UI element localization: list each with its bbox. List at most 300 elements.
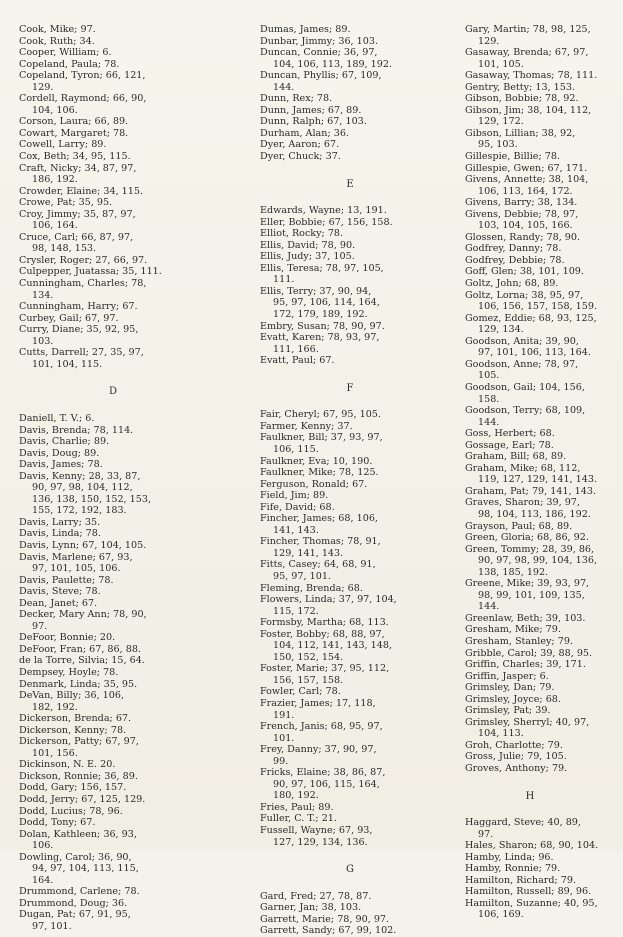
index-entry-line: Cruce, Carl; 66, 87, 97,: [19, 231, 134, 243]
index-entry: [19, 24, 227, 36]
index-entry: [19, 609, 227, 632]
index-entry-line: Haggard, Steve; 40, 89,: [465, 817, 581, 829]
index-entry-line: Grimsley, Joyce; 68.: [465, 693, 561, 705]
index-entry-line: Hamilton, Russell; 89, 96.: [465, 886, 592, 898]
index-entry-line: Davis, Linda; 78.: [19, 528, 101, 540]
index-entry-line: Gillespie, Billie; 78.: [465, 151, 560, 163]
index-entry-continuation: 115, 172.: [273, 605, 319, 617]
index-entry-continuation: 104, 106, 113, 189, 192.: [273, 58, 393, 70]
index-entry: [465, 278, 615, 290]
index-entry-line: Gribble, Carol; 39, 88, 95.: [465, 647, 593, 659]
index-entry-line: Gasaway, Thomas; 78, 111.: [465, 70, 598, 82]
index-entry-line: Grimsley, Dan; 79.: [465, 682, 555, 694]
index-entry: [19, 771, 227, 783]
index-entry: [465, 451, 615, 463]
index-entry-line: Dean, Janet; 67.: [19, 597, 98, 609]
index-entry: [465, 578, 615, 613]
index-entry: [19, 59, 227, 71]
index-entry-line: Davis, Steve; 78.: [19, 586, 101, 598]
index-entry-line: Durham, Alan; 36.: [260, 127, 349, 139]
index-entry: [465, 840, 615, 852]
index-entry-line: Ellis, Judy; 37, 105.: [260, 251, 355, 263]
index-entry-line: Dunn, Rex; 78.: [260, 93, 333, 105]
index-entry-line: Cunningham, Harry; 67.: [19, 301, 138, 313]
index-entry: [19, 139, 227, 151]
index-entry: [465, 497, 615, 520]
index-entry: [19, 679, 227, 691]
index-entry-continuation: 111.: [273, 274, 295, 286]
index-entry: [19, 713, 227, 725]
index-entry-line: Goodson, Anne; 78, 97,: [465, 358, 579, 370]
index-entry: [465, 671, 615, 683]
index-entry: [465, 863, 615, 875]
index-entry-continuation: 104, 112, 141, 143, 148,: [273, 640, 393, 652]
index-entry-continuation: 129.: [32, 81, 54, 93]
index-entry-line: Ellis, Teresa; 78, 97, 105,: [260, 262, 384, 274]
index-entry-line: Dolan, Kathleen; 36, 93,: [19, 828, 137, 840]
index-entry: [465, 405, 615, 428]
index-entry-line: Copeland, Tyron; 66, 121,: [19, 70, 146, 82]
index-entry: [465, 463, 615, 486]
index-entry: [19, 448, 227, 460]
index-entry-line: Garrett, Marie; 78, 90, 97.: [260, 913, 390, 925]
index-entry-continuation: 164.: [32, 874, 54, 886]
index-entry-continuation: 129.: [478, 35, 500, 47]
index-entry-line: Foster, Bobby; 68, 88, 97,: [260, 628, 385, 640]
index-entry: [260, 205, 460, 217]
index-entry: [260, 105, 460, 117]
index-entry-continuation: 180, 192.: [273, 790, 319, 802]
index-entry-line: Davis, Marlene; 67, 93,: [19, 551, 133, 563]
index-entry: [19, 575, 227, 587]
index-entry-line: Embry, Susan; 78, 90, 97.: [260, 320, 385, 332]
index-entry-continuation: 106, 156, 157, 158, 159.: [478, 301, 598, 313]
index-entry-line: Fincher, Thomas; 78, 91,: [260, 536, 381, 548]
index-entry: [465, 886, 615, 898]
index-entry-line: Cook, Mike; 97.: [19, 24, 96, 35]
index-entry-line: DeFoor, Fran; 67, 86, 88.: [19, 643, 141, 655]
index-entry-continuation: 90, 97, 98, 104, 112,: [32, 482, 133, 494]
index-entry: [465, 751, 615, 763]
index-entry: [465, 659, 615, 671]
index-entry-continuation: 138, 185, 192.: [478, 566, 549, 578]
index-entry: [465, 521, 615, 533]
index-entry-line: Elliot, Rocky; 78.: [260, 228, 344, 240]
index-entry-line: Hamilton, Suzanne; 40, 95,: [465, 897, 598, 909]
index-entry-line: Hamby, Ronnie; 79.: [465, 863, 561, 875]
index-entry: [260, 240, 460, 252]
index-entry-line: Gross, Julie; 79, 105.: [465, 751, 567, 763]
index-entry-line: Farmer, Kenny; 37.: [260, 420, 353, 432]
index-entry-line: Graham, Mike; 68, 112,: [465, 462, 581, 474]
index-entry: [260, 36, 460, 48]
index-entry-continuation: 101, 104, 115.: [32, 358, 103, 370]
index-entry-continuation: 101, 156.: [32, 747, 78, 759]
index-entry-line: Dugan, Pat; 67, 91, 95,: [19, 909, 131, 921]
index-entry: [19, 313, 227, 325]
index-entry-line: Curbey, Gail; 67, 97.: [19, 312, 119, 324]
index-entry-continuation: 106, 164.: [32, 220, 78, 232]
index-entry: [465, 694, 615, 706]
index-entry: [260, 93, 460, 105]
index-entry: [260, 332, 460, 355]
index-entry-continuation: 136, 138, 150, 152, 153,: [32, 493, 152, 505]
index-entry-continuation: 106, 169.: [478, 909, 524, 921]
index-entry-line: Gary, Martin; 78, 98, 125,: [465, 24, 591, 35]
index-entry-line: Dickinson, N. E. 20.: [19, 759, 116, 771]
index-entry-continuation: 191.: [273, 709, 295, 721]
index-entry-continuation: 98, 104, 113, 186, 192.: [478, 508, 591, 520]
index-entry-continuation: 97, 101, 105, 106.: [32, 563, 121, 575]
index-entry-line: Fife, David; 68.: [260, 501, 335, 513]
index-entry-line: Dunbar, Jimmy; 36, 103.: [260, 35, 379, 47]
index-entry-continuation: 106, 115.: [273, 443, 319, 455]
index-entry-line: Greenlaw, Beth; 39, 103.: [465, 612, 586, 624]
index-entry: [465, 313, 615, 336]
index-entry-line: Fowler, Carl; 78.: [260, 686, 341, 698]
index-entry-continuation: 90, 97, 106, 115, 164,: [273, 778, 380, 790]
index-entry-line: Cox, Beth; 34, 95, 115.: [19, 151, 131, 163]
index-entry: [19, 817, 227, 829]
index-entry: [19, 186, 227, 198]
index-entry-line: Fricks, Elaine; 38, 86, 87,: [260, 767, 386, 779]
index-entry: [260, 744, 460, 767]
index-entry-line: Goltz, Lorna; 38, 95, 97,: [465, 289, 584, 301]
index-entry-continuation: 103, 104, 105, 166.: [478, 220, 573, 232]
index-entry: [19, 128, 227, 140]
index-entry-line: Cowell, Larry; 89.: [19, 139, 107, 151]
index-entry-continuation: 97, 101, 106, 113, 164.: [478, 347, 591, 359]
index-entry-line: Fitts, Casey; 64, 68, 91,: [260, 559, 376, 571]
index-entry: [465, 624, 615, 636]
index-entry: [19, 151, 227, 163]
index-entry-line: DeFoor, Bonnie; 20.: [19, 632, 116, 644]
index-entry-line: Cordell, Raymond; 66, 90,: [19, 93, 147, 105]
index-entry: [260, 151, 460, 163]
index-entry-line: Goodson, Anita; 39, 90,: [465, 335, 579, 347]
index-entry: [19, 540, 227, 552]
index-entry-line: Crowe, Pat; 35, 95.: [19, 197, 113, 209]
index-entry-line: Cutts, Darrell; 27, 35, 97,: [19, 347, 144, 359]
index-entry-line: Godfrey, Debbie; 78.: [465, 254, 565, 266]
index-entry-line: Gillespie, Gwen; 67, 171.: [465, 162, 588, 174]
index-entry-line: Gresham, Mike; 79.: [465, 624, 561, 636]
index-entry: [19, 632, 227, 644]
index-entry: [465, 359, 615, 382]
index-entry-continuation: 101.: [273, 732, 295, 744]
index-entry: [465, 255, 615, 267]
index-entry-line: Gentry, Betty; 13, 153.: [465, 81, 576, 93]
index-entry: [19, 70, 227, 93]
index-entry: [465, 817, 615, 840]
index-entry-continuation: 141, 143.: [273, 524, 319, 536]
index-entry-line: Graham, Pat; 79, 141, 143.: [465, 485, 597, 497]
index-entry: [260, 594, 460, 617]
index-entry: [465, 875, 615, 887]
index-entry: [260, 629, 460, 664]
index-entry: [19, 425, 227, 437]
index-entry-continuation: 95, 97, 106, 114, 164,: [273, 297, 380, 309]
index-entry: [465, 705, 615, 717]
section-letter-heading: H: [525, 790, 535, 802]
index-entry-continuation: 127, 129, 134, 136.: [273, 836, 368, 848]
index-entry-line: Goss, Herbert; 68.: [465, 428, 555, 440]
index-entry-line: Givens, Debbie; 78, 97,: [465, 208, 579, 220]
index-entry-continuation: 158.: [478, 393, 500, 405]
index-entry: [260, 490, 460, 502]
index-entry-line: Grimsley, Sherryl; 40, 97,: [465, 716, 590, 728]
index-entry: [19, 347, 227, 370]
index-entry: [19, 36, 227, 48]
index-entry: [465, 105, 615, 128]
index-entry-line: Groves, Anthony; 79.: [465, 763, 568, 774]
index-entry: [19, 552, 227, 575]
index-entry-continuation: 134.: [32, 289, 54, 301]
index-entry-line: Dodd, Jerry; 67, 125, 129.: [19, 794, 146, 805]
index-entry-continuation: 172, 179, 189, 192.: [273, 309, 368, 321]
index-entry-line: Gomez, Eddie; 68, 93, 125,: [465, 312, 597, 324]
index-entry-line: Crowder, Elaine; 34, 115.: [19, 185, 144, 197]
index-entry-continuation: 129, 141, 143.: [273, 547, 344, 559]
index-entry-line: Cowart, Margaret; 78.: [19, 127, 129, 139]
index-entry: [19, 232, 227, 255]
index-entry-line: Curry, Diane; 35, 92, 95,: [19, 324, 139, 336]
index-entry: [465, 852, 615, 864]
index-entry: [465, 209, 615, 232]
index-entry-continuation: 103.: [32, 335, 54, 347]
index-entry-line: Dodd, Gary; 156, 157.: [19, 782, 127, 794]
index-entry: [19, 93, 227, 116]
index-entry-line: Drummond, Carlene; 78.: [19, 886, 140, 898]
index-entry: [19, 667, 227, 679]
index-entry-line: Foster, Marie; 37, 95, 112,: [260, 663, 390, 675]
index-entry: [19, 163, 227, 186]
index-entry: [260, 467, 460, 479]
index-entry-continuation: 95, 97, 101.: [273, 570, 331, 582]
index-entry-continuation: 95, 103.: [478, 139, 518, 151]
index-entry-line: Craft, Nicky; 34, 87, 97,: [19, 162, 137, 174]
index-entry: [260, 802, 460, 814]
index-entry-continuation: 99.: [273, 755, 289, 767]
index-entry-continuation: 106, 113, 164, 172.: [478, 185, 573, 197]
index-entry: [19, 852, 227, 887]
index-entry-continuation: 97.: [478, 828, 494, 840]
index-entry: [260, 902, 460, 914]
index-entry: [19, 725, 227, 737]
index-entry-line: Fussell, Wayne; 67, 93,: [260, 825, 373, 836]
index-entry: [260, 47, 460, 70]
index-entry-line: Godfrey, Danny; 78.: [465, 243, 562, 255]
index-entry: [19, 736, 227, 759]
index-entry-line: Davis, Brenda; 78, 114.: [19, 424, 134, 436]
index-entry: [19, 598, 227, 610]
index-entry: [260, 70, 460, 93]
index-entry: [19, 528, 227, 540]
index-entry: [465, 898, 615, 921]
index-entry: [260, 432, 460, 455]
index-entry-continuation: 101, 105.: [478, 58, 524, 70]
index-entry-line: Faulkner, Bill; 37, 93, 97,: [260, 432, 383, 444]
index-column-2: [260, 24, 460, 937]
index-entry-line: Gossage, Earl; 78.: [465, 439, 554, 451]
index-entry-line: Fincher, James; 68, 106,: [260, 513, 378, 525]
index-entry-line: Dempsey, Hoyle; 78.: [19, 666, 119, 678]
index-entry: [19, 436, 227, 448]
index-entry-line: Goltz, John; 68, 89.: [465, 278, 559, 290]
index-entry: [260, 24, 460, 36]
index-entry: [465, 613, 615, 625]
index-entry: [19, 459, 227, 471]
index-entry: [260, 456, 460, 468]
index-entry: [465, 290, 615, 313]
index-entry: [19, 266, 227, 278]
index-entry-line: Dunn, Ralph; 67, 103.: [260, 116, 367, 128]
index-entry-line: Gibson, Jim; 38, 104, 112,: [465, 104, 592, 116]
index-entry-continuation: 155, 172, 192, 183.: [32, 505, 127, 517]
index-entry-line: Gibson, Bobbie; 78, 92.: [465, 93, 579, 105]
index-entry: [465, 636, 615, 648]
index-entry-line: Griffin, Charles; 39, 171.: [465, 659, 586, 671]
section-letter-heading: E: [346, 178, 354, 190]
index-entry-line: Fuller, C. T.; 21.: [260, 813, 337, 825]
index-entry: [260, 583, 460, 595]
index-entry-continuation: 129, 134.: [478, 324, 524, 336]
index-entry: [465, 232, 615, 244]
index-entry-line: Cook, Ruth; 34.: [19, 35, 95, 47]
index-entry: [465, 544, 615, 579]
index-entry-line: Green, Gloria; 68, 86, 92.: [465, 532, 589, 544]
index-entry-line: Frey, Danny; 37, 90, 97,: [260, 744, 377, 756]
index-entry: [465, 266, 615, 278]
index-entry-line: Dickson, Ronnie; 36, 89.: [19, 770, 138, 782]
index-entry: [260, 263, 460, 286]
index-entry: [19, 255, 227, 267]
index-entry-line: Davis, Doug; 89.: [19, 447, 100, 459]
index-entry-line: Gresham, Stanley; 79.: [465, 635, 573, 647]
index-entry: [260, 409, 460, 421]
index-entry-line: Gard, Fred; 27, 78, 87.: [260, 890, 372, 902]
index-entry-line: Croy, Jimmy; 35, 87, 97,: [19, 208, 136, 220]
index-entry: [465, 648, 615, 660]
index-entry: [465, 82, 615, 94]
index-entry: [465, 740, 615, 752]
index-column-1: [19, 24, 227, 933]
index-entry-line: DeVan, Billy; 36, 106,: [19, 690, 125, 702]
index-entry: [260, 536, 460, 559]
index-entry-line: Hamby, Linda; 96.: [465, 851, 554, 863]
index-entry-line: Davis, James; 78.: [19, 459, 103, 471]
index-entry-line: Hamilton, Richard; 79.: [465, 874, 577, 886]
index-entry: [19, 759, 227, 771]
index-entry-line: Green, Tommy; 28, 39, 86,: [465, 543, 595, 555]
index-entry-line: Ellis, Terry; 37, 90, 94,: [260, 285, 372, 297]
index-entry: [465, 47, 615, 70]
index-entry: [260, 251, 460, 263]
index-entry: [19, 782, 227, 794]
index-entry: [465, 682, 615, 694]
index-entry-line: Goodson, Terry; 68, 109,: [465, 405, 586, 417]
index-entry-continuation: 98, 148, 153.: [32, 243, 97, 255]
index-entry: [465, 486, 615, 498]
index-entry-line: Copeland, Paula; 78.: [19, 58, 120, 70]
index-column-3: [465, 24, 615, 921]
index-entry: [19, 471, 227, 517]
index-entry: [465, 24, 615, 47]
index-entry: [260, 228, 460, 240]
index-entry: [465, 440, 615, 452]
index-entry: [19, 413, 227, 425]
index-entry-continuation: 186, 192.: [32, 174, 78, 186]
index-entry-continuation: 156, 157, 158.: [273, 674, 344, 686]
index-entry-line: Dunn, James; 67, 89.: [260, 104, 362, 116]
index-entry-line: Evatt, Karen; 78, 93, 97,: [260, 332, 380, 344]
index-entry-line: Formsby, Martha; 68, 113.: [260, 617, 389, 629]
index-entry-continuation: 104, 106.: [32, 104, 78, 116]
index-entry: [260, 128, 460, 140]
index-entry-line: Goff, Glen; 38, 101, 109.: [465, 266, 584, 278]
index-entry-line: Dickerson, Kenny; 78.: [19, 724, 127, 736]
index-entry: [260, 663, 460, 686]
index-entry-line: Gasaway, Brenda; 67, 97,: [465, 47, 589, 59]
index-entry-line: Griffin, Jasper; 6.: [465, 670, 549, 682]
index-entry-line: Flowers, Linda; 37, 97, 104,: [260, 594, 397, 606]
index-entry: [260, 116, 460, 128]
index-entry-continuation: 90, 97, 98, 99, 104, 136,: [478, 555, 597, 567]
index-entry-line: Faulkner, Mike; 78, 125.: [260, 467, 379, 479]
index-entry: [260, 698, 460, 721]
index-entry-continuation: 119, 127, 129, 141, 143.: [478, 474, 598, 486]
index-entry: [19, 301, 227, 313]
index-entry: [19, 655, 227, 667]
index-entry-line: Hales, Sharon; 68, 90, 104.: [465, 840, 599, 852]
index-entry-continuation: 106.: [32, 840, 54, 852]
index-entry: [465, 717, 615, 740]
index-entry: [465, 151, 615, 163]
index-entry-line: Duncan, Connie; 36, 97,: [260, 47, 378, 59]
index-entry-continuation: 144.: [273, 81, 295, 93]
index-entry-line: Duncan, Phyllis; 67, 109,: [260, 70, 382, 82]
index-entry: [19, 909, 227, 932]
index-entry-continuation: 144.: [478, 601, 500, 613]
index-entry: [260, 139, 460, 151]
index-entry-line: Fleming, Brenda; 68.: [260, 582, 363, 594]
index-entry: [19, 806, 227, 818]
index-entry: [19, 829, 227, 852]
index-entry-continuation: 97.: [32, 620, 48, 632]
index-entry: [260, 721, 460, 744]
index-entry: [260, 813, 460, 825]
section-letter-heading: G: [346, 864, 354, 876]
index-entry-line: Davis, Larry; 35.: [19, 516, 101, 528]
index-entry-continuation: 98, 99, 101, 109, 135,: [478, 589, 585, 601]
index-entry-line: Crysler, Roger; 27, 66, 97.: [19, 254, 148, 266]
index-entry-line: Dodd, Lucius; 78, 96.: [19, 805, 123, 817]
index-entry-line: Cunningham, Charles; 78,: [19, 278, 147, 290]
index-entry: [260, 891, 460, 903]
index-entry: [260, 513, 460, 536]
index-entry-line: Groh, Charlotte; 79.: [465, 739, 563, 751]
index-entry: [465, 428, 615, 440]
index-entry: [465, 336, 615, 359]
index-entry-line: Ferguson, Ronald; 67.: [260, 478, 368, 490]
index-entry-line: Dickerson, Patty; 67, 97,: [19, 736, 139, 748]
index-entry-line: de la Torre, Silvia; 15, 64.: [19, 655, 145, 667]
index-entry-line: Dodd, Tony; 67.: [19, 817, 96, 829]
index-entry: [19, 586, 227, 598]
index-entry: [465, 163, 615, 175]
index-entry: [260, 286, 460, 321]
index-entry-line: Davis, Lynn; 67, 104, 105.: [19, 539, 147, 551]
